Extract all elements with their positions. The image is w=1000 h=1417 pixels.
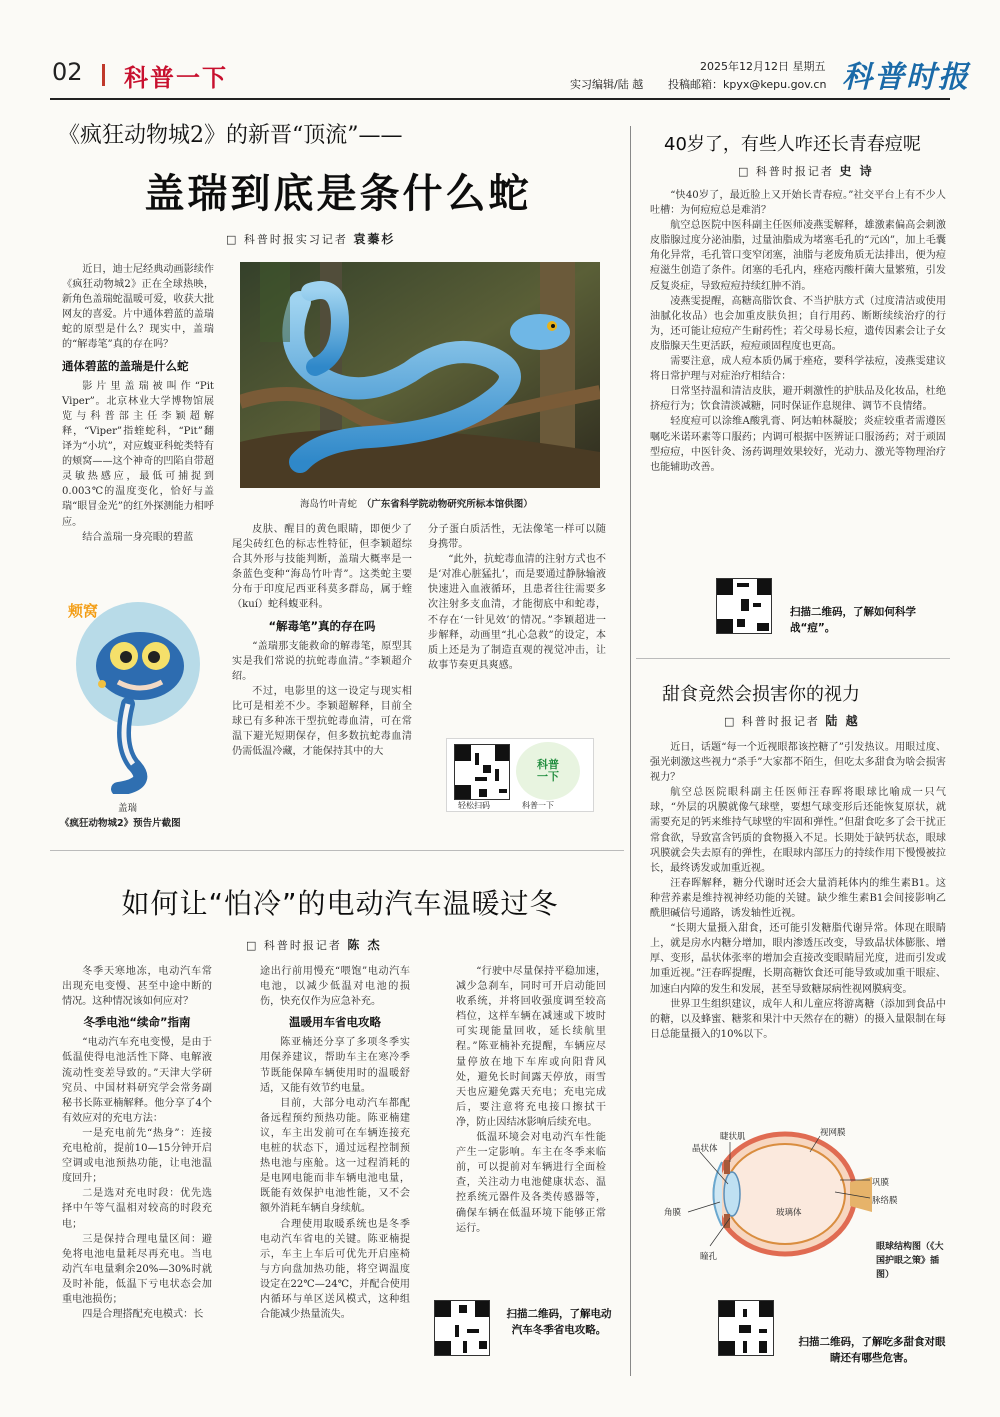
article2-author: 史 诗 — [839, 164, 874, 178]
cartoon-caption-name: 盖瑞 — [118, 803, 138, 814]
label-vitreous: 玻璃体 — [776, 1208, 802, 1218]
article1-qr-code[interactable] — [454, 744, 510, 800]
article3-qr-note: 扫描二维码，了解吃多甜食对眼睛还有哪些危害。 — [798, 1336, 946, 1364]
article4-qr-code[interactable] — [434, 1300, 490, 1356]
article4-col3: “行驶中尽量保持平稳加速，减少急刹车，同时可开启动能回收系统，并将回收强度调至较高档位，这样车辆在减速或下坡时可实现能量回收，延长续航里程。”陈亚楠补充提醒，车辆应尽量停放在地下车库或向阳背风处，避免长时间露天停放，雨雪天也应避免露天充电；充电完成后，要注意将充电接口擦拭干净，防止因结冰影响后续充电。 低温环境会对电动汽车性能产生一定影响。车主在冬季来临前，可以提前对车辆进行全面检查，关注动力电池健康状态、温控系统元器件及各类传感器等，确保车辆在低温环境下能够正常运行。 — [456, 966, 606, 1234]
article3-byline: □ 科普时报记者 陆 越 — [724, 714, 860, 728]
article1-subhead1: 通体碧蓝的盖瑞是什么蛇 — [62, 358, 189, 373]
label-retina: 视网膜 — [820, 1128, 846, 1138]
label-sclera: 巩膜 — [872, 1178, 890, 1188]
article3-author: 陆 越 — [825, 714, 860, 728]
article2-qr-note: 扫描二维码，了解如何科学战“痘”。 — [790, 606, 916, 634]
header-rule — [50, 98, 950, 100]
masthead-logo: 科普时报 — [842, 60, 970, 95]
label-ciliary: 睫状肌 — [720, 1132, 746, 1142]
label-cornea: 角膜 — [664, 1208, 682, 1218]
article2-byline: □ 科普时报记者 史 诗 — [738, 164, 874, 178]
garry-cartoon — [58, 594, 218, 794]
article4-subhead1: 冬季电池“续命”指南 — [83, 1015, 191, 1030]
article2-body: “快40岁了，最近脸上又开始长青春痘。”社交平台上有不少人吐槽：为何痘痘总是难消？ 航空总医院中医科副主任医师凌燕雯解释，雄激素偏高会刺激皮脂腺过度分泌油脂，过量油脂成为堵塞毛孔的“元凶”，加上毛囊角化异常，毛孔管口变窄闭塞，油脂与老废角质无法排出，便为痘痘滋生创造了条件。闭塞的毛孔内，痤疮丙酸杆菌大量繁殖，引发反复炎症，导致痘痘持续红肿不消。 凌燕雯提醒，高糖高脂饮食、不当护肤方式（过度清洁或使用油腻化妆品）也会加重皮肤负担；自行用药、断断续续治疗的行为，还可能让痘痘产生耐药性；若父母易长痘，遗传因素会让子女皮脂腺天生更活跃，痘痘顽固程度也更高。 需要注意，成人痘本质仍属于痤疮，要科学祛痘，凌燕雯建议将日常护理与对症治疗相结合： 日常坚持温和清洁皮肤，避开刺激性的护肤品及化妆品，杜绝挤痘行为；饮食清淡减糖，同时保证作息规律、调节不良情绪。 轻度痘可以涂维A酸乳膏、阿达帕林凝胶；炎症较重者需遵医嘱吃米诺环素等口服药；内调可根据中医辨证口服汤药；对于顽固型痘痘，中医针灸、汤药调理效果较好，光动力、激光等物理治疗也能辅助改善。 — [650, 190, 946, 473]
article1-author: 袁蓁杉 — [353, 232, 396, 246]
article4-title: 如何让“怕冷”的电动汽车温暖过冬 — [121, 887, 559, 920]
qr-label-scan: 轻松扫码 — [458, 801, 490, 810]
section-title: 科普一下 — [124, 64, 228, 92]
article4-col1: 冬季天寒地冻，电动汽车常出现充电变慢、甚至中途中断的情况。这种情况该如何应对？ 冬季电池“续命”指南 “电动汽车充电变慢，是由于低温使得电池活性下降、电解液流动性变差导致的。”天津大学研究员、中国材料研究学会常务副秘书长陈亚楠解释。他分享了4个有效应对的充电方法： 一是充电前先“热身”：连接充电枪前，提前10—15分钟开启空调或电池预热功能，让电池温度回升； 二是选对充电时段：优先选择中午等气温相对较高的时段充电； 三是保持合理电量区间：避免将电池电量耗尽再充电。当电动汽车电量剩余20%—30%时就及时补能，低温下亏电状态会加重电池损伤； 四是合理搭配充电模式：长 — [62, 966, 212, 1321]
article3-title: 甜食竟然会损害你的视力 — [662, 684, 860, 705]
section-divider — [636, 658, 950, 659]
editor-credit: 实习编辑/陆 越 — [570, 78, 644, 91]
eyeball-diagram-caption: 眼球结构图（《大国护眼之策》插图） — [876, 1242, 944, 1280]
article2-title: 40岁了，有些人咋还长青春痘呢 — [664, 134, 921, 155]
submission-email[interactable]: 投稿邮箱：kpyx@kepu.gov.cn — [668, 78, 827, 91]
article1-col1: 近日，迪士尼经典动画影续作《疯狂动物城2》正在全球热映，新角色盖瑞蛇温暖可爱，收获大批网友的喜爱。片中通体碧蓝的盖瑞蛇的原型是什么？现实中，盖瑞的“解毒笔”真的存在吗？ 通体碧蓝的盖瑞是什么蛇 影片里盖瑞被叫作“Pit Viper”。北京林业大学博物馆展览与科普部主任李颖超解释，“Viper”指蝰蛇科，“Pit”翻译为“小坑”，对应蝮亚科蛇类特有的颊窝——这个神奇的凹陷自带超灵敏热感应，最低可捕捉到0.003℃的温度变化，恰好与盖瑞“眼冒金光”的红外探测能力相呼应。 结合盖瑞一身亮眼的碧蓝 — [62, 264, 214, 543]
cartoon-caption-source: 《疯狂动物城2》预告片截图 — [60, 818, 181, 829]
snake-photo — [240, 262, 600, 488]
article3-qr-code[interactable] — [718, 1300, 774, 1356]
label-pupil: 瞳孔 — [700, 1252, 718, 1262]
article4-subhead2: 温暖用车省电攻略 — [289, 1015, 381, 1030]
article4-byline: □ 科普时报记者 陈 杰 — [246, 938, 382, 952]
header-divider — [102, 64, 105, 86]
article1-col2: 皮肤、醒目的黄色眼睛，即便少了尾尖砖红色的标志性特征，但李颖超综合其外形与技能判断，盖瑞大概率是一条蓝色变种“海岛竹叶青”。这类蛇主要分布于印度尼西亚科莫多群岛，属于蝰（kuí）蛇科蝮亚科。 “解毒笔”真的存在吗 “盖瑞那支能救命的解毒笔，原型其实是我们常说的抗蛇毒血清。”李颖超介绍。 不过，电影里的这一设定与现实相比可是相差不少。李颖超解释，目前全球已有多种冻干型抗蛇毒血清，可在常温下避光短期保存，但多数抗蛇毒血清仍需低温冷藏，才能保持其中的大 — [232, 524, 412, 758]
article1-col3: 分子蛋白质活性，无法像笔一样可以随身携带。 “此外，抗蛇毒血清的注射方式也不是‘对准心脏猛扎’，而是要通过静脉输液快速进入血液循环，且患者往往需要多次注射多支血清，才能彻底中和蛇毒，不存在‘一针见效’的情况。”李颖超进一步解释，动画里“扎心急救”的设定，本质上还是为了制造直观的视觉冲击，让故事节奏更具爽感。 — [428, 524, 607, 671]
article4-author: 陈 杰 — [347, 938, 382, 952]
column-divider — [630, 126, 631, 1376]
cartoon-tag: 颊窝 — [68, 602, 99, 620]
article1-byline: □ 科普时报实习记者 袁蓁杉 — [226, 232, 396, 246]
article1-subhead2: “解毒笔”真的存在吗 — [268, 618, 376, 633]
article4-col2: 途出行前用慢充“喂饱”电动汽车电池，以减少低温对电池的损伤，快充仅作为应急补充。 温暖用车省电攻略 陈亚楠还分享了多项冬季实用保养建议，帮助车主在寒冷季节既能保障车辆使用时的温暖舒适，又能有效节约电量。 目前，大部分电动汽车都配备远程预约预热功能。陈亚楠建议，车主出发前可在车辆连接充电桩的状态下，通过远程控制预热电池与座舱。这一过程消耗的是电网电能而非车辆电池电量，既能有效保护电池性能，又不会额外消耗车辆自身续航。 合理使用取暖系统也是冬季电动汽车省电的关键。陈亚楠提示，车主上车后可优先开启座椅与方向盘加热功能，将空调温度设定在22℃—24℃，并配合使用内循环与单区送风模式，这种组合能减少热量流失。 — [260, 966, 410, 1321]
section-divider — [50, 850, 624, 851]
article4-qr-note: 扫描二维码，了解电动汽车冬季省电攻略。 — [506, 1308, 612, 1336]
page-number: 02 — [52, 58, 83, 86]
label-lens: 晶状体 — [692, 1144, 718, 1154]
snake-photo-caption: 海岛竹叶青蛇 （广东省科学院动物研究所标本馆供图） — [300, 499, 533, 510]
issue-date: 2025年12月12日 星期五 — [700, 60, 826, 73]
label-choroid: 脉络膜 — [872, 1196, 898, 1206]
kepu-badge-icon: 科普一下 — [516, 742, 580, 800]
qr-label-section: 科普一下 — [522, 801, 554, 810]
article1-title: 盖瑞到底是条什么蛇 — [144, 171, 532, 217]
article2-qr-code[interactable] — [716, 578, 772, 634]
article3-body: 近日，话题“每一个近视眼都该控糖了”引发热议。用眼过度、强光刺激这些视力“杀手”大家都不陌生，但吃太多甜食为啥会损害视力？ 航空总医院眼科副主任医师汪春晖将眼球比喻成一只气球，“外层的巩膜就像气球壁，要想气球变形后还能恢复原状，就需要充足的钙来维持气球壁的牢固和弹性。”但甜食吃多了会干扰正常食欲，导致富含钙质的食物摄入不足。长期处于缺钙状态，眼球巩膜就会失去原有的弹性，在眼球内部压力的持续作用下慢慢被拉长，最终诱发或加重近视。 汪春晖解释，糖分代谢时还会大量消耗体内的维生素B1。这种营养素是维持视神经功能的关键。缺少维生素B1会间接影响乙酰胆碱信号通路，诱发轴性近视。 “长期大量摄入甜食，还可能引发糖脂代谢异常。体现在眼睛上，就是房水内糖分增加，眼内渗透压改变，导致晶状体膨胀、增厚、变形，晶状体张率的增加会直接改变眼睛屈光度，进而引发或加重近视。”汪春晖提醒，长期高糖饮食还可能导致或加重干眼症、加速白内障的发生和发展，甚至导致糖尿病性视网膜病变。 世界卫生组织建议，成年人和儿童应将游离糖（添加到食品中的糖，以及蜂蜜、糖浆和果汁中天然存在的糖）的摄入量限制在每日总能量摄入的10%以下。 — [650, 742, 946, 1040]
article1-kicker: 《疯狂动物城2》的新晋“顶流”—— — [58, 123, 403, 148]
